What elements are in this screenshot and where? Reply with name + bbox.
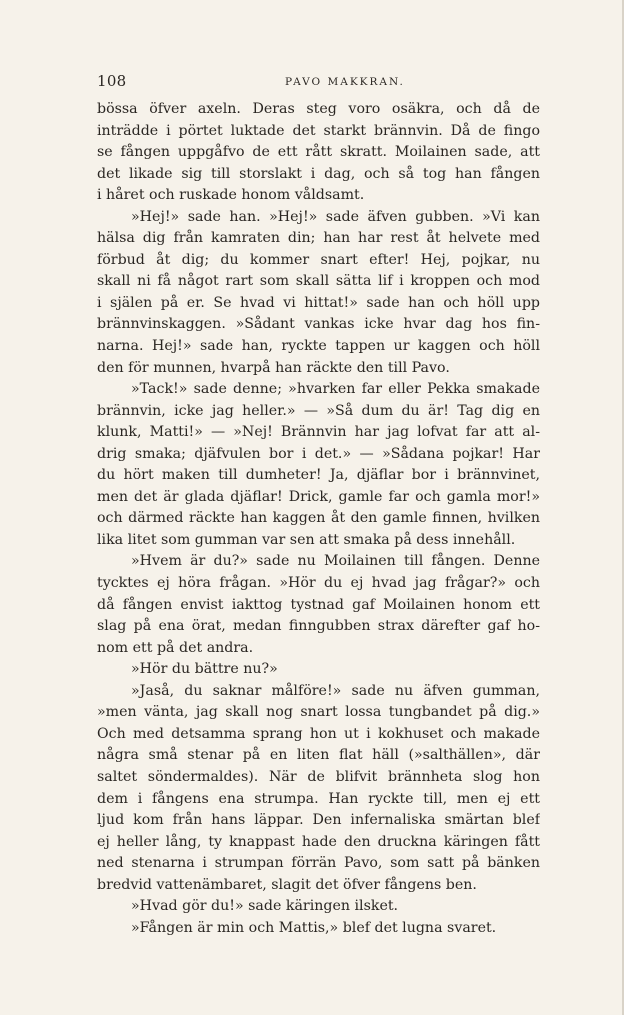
text-line: skall ni få något rart som skall sätta lif i kroppen och mod: [97, 273, 540, 290]
page-header: [97, 72, 540, 92]
text-line: Och med detsamma sprang hon ut i kokhuset och makade: [97, 725, 540, 742]
page-number: 108: [97, 72, 127, 90]
text-line: »Hej!» sade han. »Hej!» sade äfven gubben. »Vi kan: [131, 208, 540, 225]
text-line: nom ett på det andra.: [97, 639, 254, 656]
text-line: brännvinskaggen. »Sådant vankas icke hvar dag hos fin-: [97, 316, 540, 333]
text-line: ej heller lång, ty knappast hade den druckna käringen fått: [97, 833, 540, 850]
text-line: »Hör du bättre nu?»: [131, 661, 278, 678]
text-line: »Hvem är du?» sade nu Moilainen till fången. Denne: [131, 553, 540, 570]
text-line: drig smaka; djäfvulen bor i det.» — »Sådana pojkar! Har: [97, 445, 540, 462]
text-line: i håret och ruskade honom våldsamt.: [97, 187, 365, 204]
text-line: den för munnen, hvarpå han räckte den till Pavo.: [97, 359, 450, 376]
text-line: dem i fångens ena strumpa. Han ryckte till, men ej ett: [97, 790, 540, 807]
text-line: »Jaså, du saknar målföre!» sade nu äfven gumman,: [131, 682, 540, 699]
text-line: klunk, Matti!» — »Nej! Brännvin har jag lofvat far att al-: [97, 424, 540, 441]
text-line: »Fången är min och Mattis,» blef det lugna svaret.: [131, 919, 497, 936]
text-line: men det är glada djäflar! Drick, gamle far och gamla mor!»: [97, 488, 540, 505]
body-text: [97, 99, 540, 939]
text-line: »men vänta, jag skall nog snart lossa tungbandet på dig.»: [97, 704, 540, 721]
text-line: lika litet som gumman var sen att smaka på dess innehåll.: [97, 531, 516, 548]
text-line: inträdde i pörtet luktade det starkt brännvin. Då de fingo: [97, 122, 540, 139]
text-line: det likade sig till storslakt i dag, och så tog han fången: [97, 165, 540, 182]
text-line: förbud åt dig; du kommer snart efter! Hej, pojkar, nu: [97, 251, 540, 268]
text-line: saltet söndermaldes). När de blifvit brännheta slog hon: [97, 768, 540, 785]
text-line: »Hvad gör du!» sade käringen ilsket.: [131, 898, 399, 915]
text-line: narna. Hej!» sade han, ryckte tappen ur kaggen och höll: [97, 338, 540, 355]
text-line: bredvid vattenämbaret, slagit det öfver fångens ben.: [97, 876, 477, 893]
text-line: tycktes ej höra frågan. »Hör du ej hvad jag frågar?» och: [97, 575, 540, 592]
text-line: hälsa dig från kamraten din; han har rest åt helvete med: [97, 230, 540, 247]
text-line: och därmed räckte han kaggen åt den gamle finnen, hvilken: [97, 510, 540, 527]
running-head: PAVO MAKKRAN.: [285, 76, 405, 88]
text-line: »Tack!» sade denne; »hvarken far eller Pekka smakade: [131, 381, 540, 398]
text-line: ljud kom från hans läppar. Den infernaliska smärtan blef: [97, 812, 540, 829]
text-line: i själen på er. Se hvad vi hittat!» sade han och höll upp: [97, 294, 540, 311]
text-line: du hört maken till dumheter! Ja, djäflar bor i brännvinet,: [97, 467, 540, 484]
text-line: se fången uppgåfvo de ett rått skratt. Moilainen sade, att: [97, 144, 540, 161]
text-line: då fången envist iakttog tystnad gaf Moilainen honom ett: [97, 596, 540, 613]
text-line: bössa öfver axeln. Deras steg voro osäkra, och då de: [97, 101, 540, 117]
text-line: brännvin, icke jag heller.» — »Så dum du är! Tag dig en: [97, 402, 540, 419]
text-line: slag på ena örat, medan finngubben strax därefter gaf ho-: [97, 618, 540, 635]
text-line: några små stenar på en liten flat häll (»salthällen», där: [97, 747, 540, 764]
text-line: ned stenarna i strumpan förrän Pavo, som satt på bänken: [97, 855, 540, 872]
